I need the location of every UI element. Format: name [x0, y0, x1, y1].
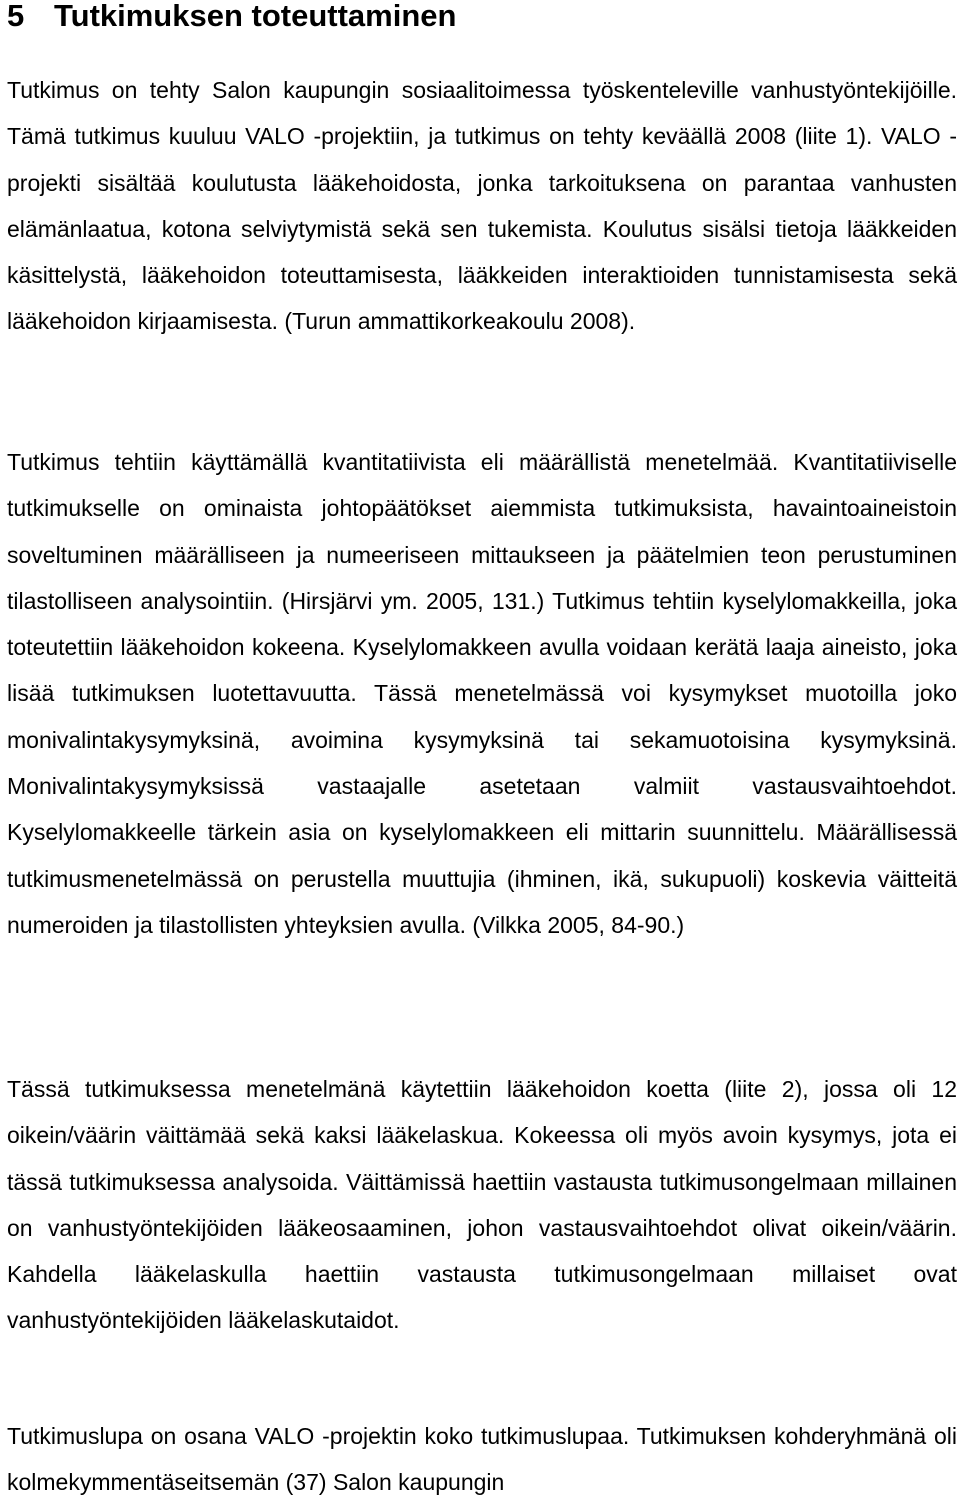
section-title: Tutkimuksen toteuttaminen — [54, 0, 457, 33]
paragraph-research-permit: Tutkimuslupa on osana VALO -projektin koko tutkimuslupaa. Tutkimuksen kohderyhmänä oli kolmekymmentäseitsemän (37) Salon kaupungin — [7, 1423, 957, 1496]
paragraph-research-method: Tutkimus tehtiin käyttämällä kvantitatiivista eli määrällistä menetelmää. Kvantitatiiviselle tutkimukselle on ominaista johtopäätökset aiemmista tutkimuksista, havaintoaineistoin soveltuminen määrälliseen ja numeeriseen mittaukseen ja päätelmien teon perustuminen tilastolliseen analysointiin. (Hirsjärvi ym. 2005, 131.) Tutkimus tehtiin kyselylomakkeilla, joka toteutettiin lääkehoidon kokeena. Kyselylomakkeen avulla voidaan kerätä laaja aineisto, joka lisää tutkimuksen luotettavuutta. Tässä menetelmässä voi kysymykset muotoilla joko monivalintakysymyksinä, avoimina kysymyksinä tai sekamuotoisina kysymyksinä. Monivalintakysymyksissä vastaajalle asetetaan valmiit vastausvaihtoehdot. Kyselylomakkeelle tärkein asia on kyselylomakkeen eli mittarin suunnittelu. Määrällisessä tutkimusmenetelmässä on perustella muuttujia (ihminen, ikä, sukupuoli) koskevia väitteitä numeroiden ja tilastollisten yhteyksien avulla. (Vilkka 2005, 84-90.) — [7, 449, 957, 938]
document-page — [7, 0, 957, 1496]
section-number: 5 — [7, 0, 25, 33]
section-heading — [7, 0, 957, 32]
paragraph-project-background: Tutkimus on tehty Salon kaupungin sosiaalitoimessa työskenteleville vanhustyöntekijöille. Tämä tutkimus kuuluu VALO -projektiin, ja tutkimus on tehty keväällä 2008 (liite 1). VALO -projekti sisältää koulutusta lääkehoidosta, jonka tarkoituksena on parantaa vanhusten elämänlaatua, kotona selviytymistä sekä sen tukemista. Koulutus sisälsi tietoja lääkkeiden käsittelystä, lääkehoidon toteuttamisesta, lääkkeiden interaktioiden tunnistamisesta sekä lääkehoidon kirjaamisesta. (Turun ammattikorkeakoulu 2008). — [7, 77, 957, 335]
paragraph-test-description: Tässä tutkimuksessa menetelmänä käytettiin lääkehoidon koetta (liite 2), jossa oli 12 oikein/väärin väittämää sekä kaksi lääkelaskua. Kokeessa oli myös avoin kysymys, jota ei tässä tutkimuksessa analysoida. Väittämissä haettiin vastausta tutkimusongelmaan millainen on vanhustyöntekijöiden lääkeosaaminen, johon vastausvaihtoehdot olivat oikein/väärin. Kahdella lääkelaskulla haettiin vastausta tutkimusongelmaan millaiset ovat vanhustyöntekijöiden lääkelaskutaidot. — [7, 1076, 957, 1334]
